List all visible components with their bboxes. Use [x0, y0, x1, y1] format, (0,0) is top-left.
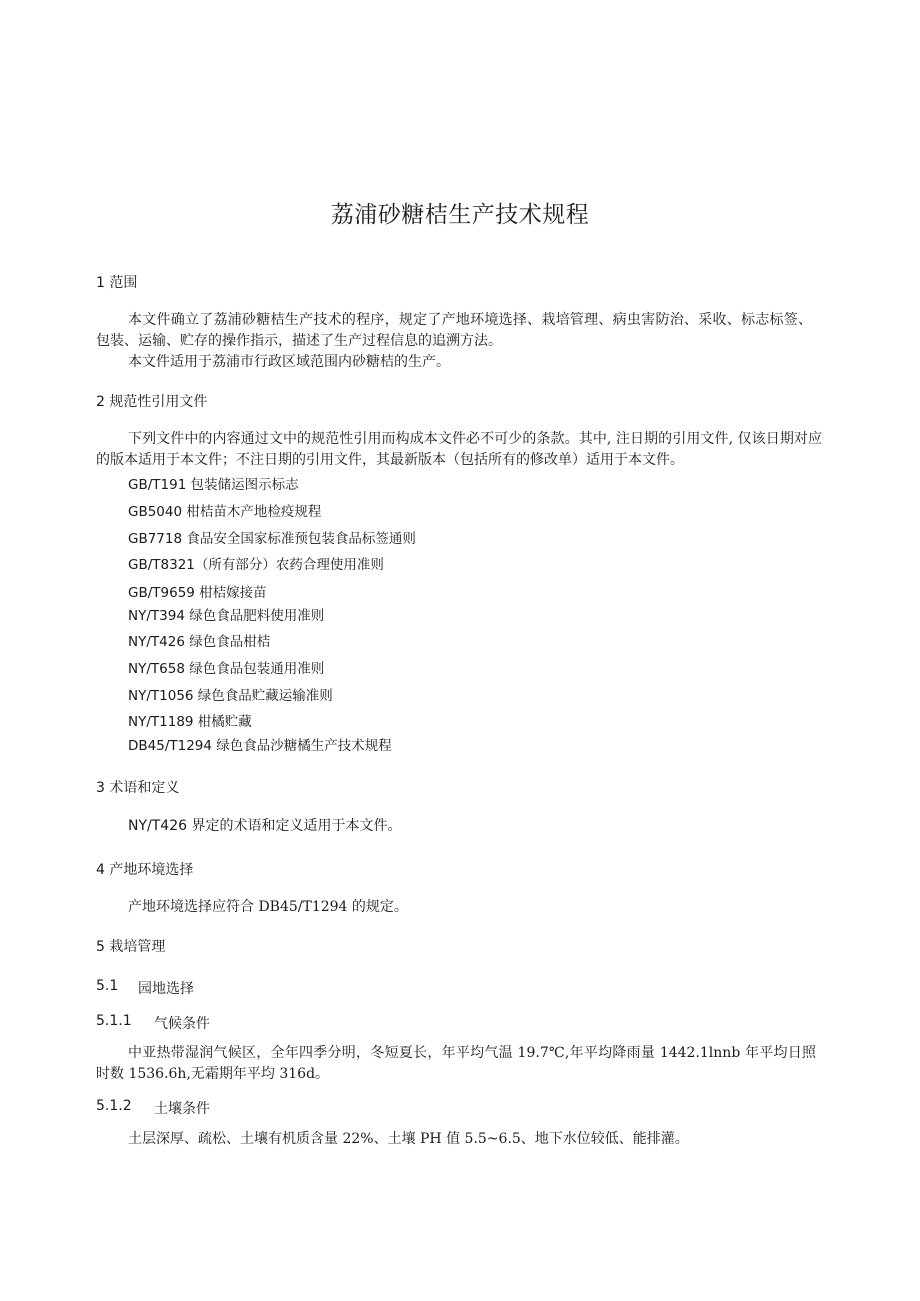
subsection-number: 5.1.2 — [96, 1098, 132, 1114]
reference-item: GB/T191 包装储运图示标志 — [128, 477, 299, 493]
subsection-number: 5.1 — [96, 978, 119, 994]
reference-item: NY/T1056 绿色食品贮藏运输准则 — [128, 688, 333, 704]
section-heading-scope: 1 范围 — [96, 275, 138, 291]
scope-paragraph-1: 本文件确立了荔浦砂糖桔生产技术的程序，规定了产地环境选择、栽培管理、病虫害防治、采收、标志标签、包装、运输、贮存的操作指示，描述了生产过程信息的追溯方法。 — [96, 312, 812, 349]
section-heading-terms: 3 术语和定义 — [96, 780, 180, 796]
section-heading-environment: 4 产地环境选择 — [96, 862, 194, 878]
reference-item: GB/T8321（所有部分）农药合理使用准则 — [128, 557, 384, 573]
subsection-title: 土壤条件 — [154, 1101, 210, 1117]
reference-item: NY/T658 绿色食品包装通用准则 — [128, 661, 325, 677]
reference-item: NY/T1189 柑橘贮藏 — [128, 714, 252, 730]
scope-paragraph-2: 本文件适用于荔浦市行政区域范围内砂糖桔的生产。 — [128, 354, 450, 370]
reference-item: NY/T394 绿色食品肥料使用准则 — [128, 608, 325, 624]
subsection-5-1-2 — [96, 1098, 210, 1117]
terms-paragraph: NY/T426 界定的术语和定义适用于本文件。 — [128, 818, 402, 834]
reference-item: GB7718 食品安全国家标准预包装食品标签通则 — [128, 531, 416, 547]
subsection-5-1-1 — [96, 1013, 210, 1032]
reference-item: GB5040 柑桔苗木产地检疫规程 — [128, 504, 322, 520]
reference-item: DB45/T1294 绿色食品沙糖橘生产技术规程 — [128, 738, 392, 754]
subsection-title: 园地选择 — [138, 981, 194, 997]
document-title: 荔浦砂糖桔生产技术规程 — [330, 202, 590, 228]
environment-paragraph: 产地环境选择应符合 DB45/T1294 的规定。 — [128, 899, 408, 915]
subsection-title: 气候条件 — [154, 1016, 210, 1032]
reference-item: GB/T9659 柑桔嫁接苗 — [128, 585, 267, 601]
soil-paragraph: 土层深厚、疏松、土壤有机质含量 22%、土壤 PH 值 5.5~6.5、地下水位较低、能排灌。 — [128, 1131, 689, 1147]
section-heading-references: 2 规范性引用文件 — [96, 394, 208, 410]
section-heading-cultivation: 5 栽培管理 — [96, 939, 166, 955]
reference-item: NY/T426 绿色食品柑桔 — [128, 634, 271, 650]
subsection-5-1 — [96, 978, 194, 997]
references-intro: 下列文件中的内容通过文中的规范性引用而构成本文件必不可少的条款。其中, 注日期的引用文件, 仅该日期对应的版本适用于本文件；不注日期的引用文件，其最新版本（包括所有的修改单）适用于本文件。 — [96, 431, 822, 468]
climate-paragraph: 中亚热带湿润气候区，全年四季分明，冬短夏长，年平均气温 19.7℃,年平均降雨量 1442.1lnnb 年平均日照时数 1536.6h,无霜期年平均 316d。 — [96, 1045, 816, 1082]
subsection-number: 5.1.1 — [96, 1013, 132, 1029]
